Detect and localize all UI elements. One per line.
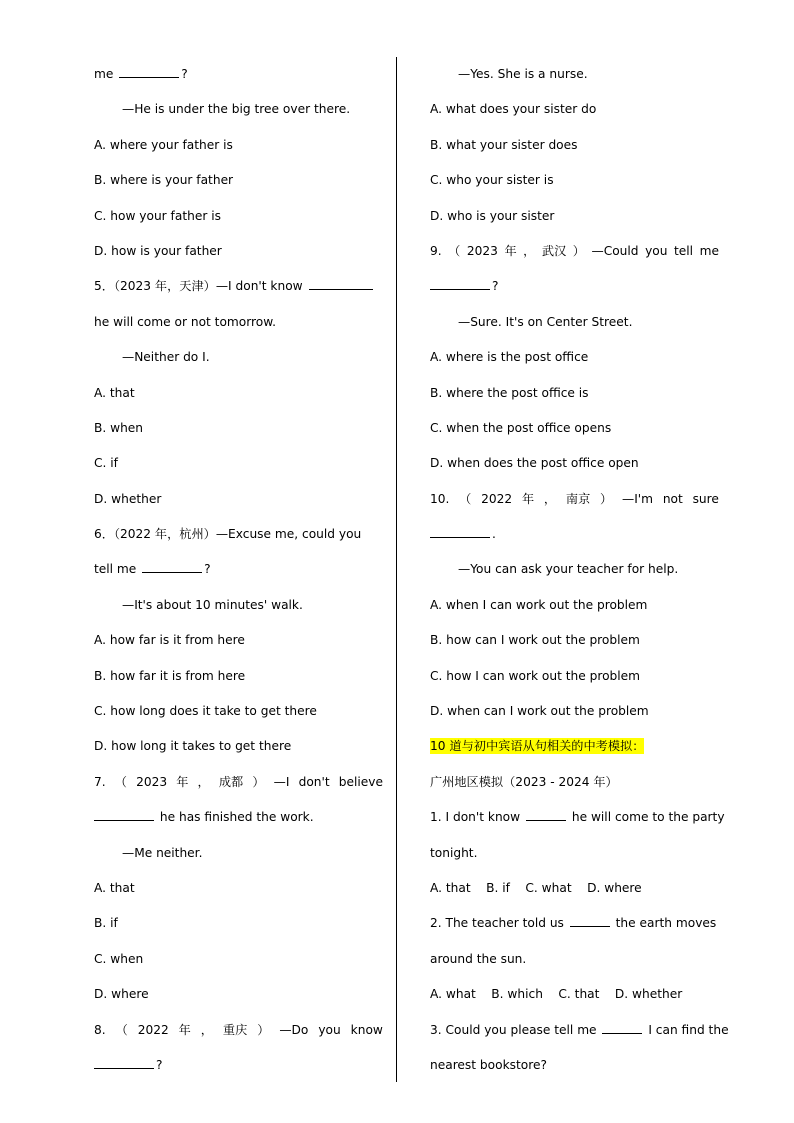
m1-options: A. that B. if C. what D. where [430, 880, 642, 895]
q10-stem: 10. （ 2022 年 ， 南京 ） —I'm not sure [430, 491, 719, 506]
answer-blank [430, 536, 490, 538]
m2-stem-cont: around the sun. [430, 951, 527, 966]
q7-stem: 7. （ 2023 年 ， 成都 ） —I don't believe [94, 774, 383, 789]
q6-stem: 6．（2022 年，杭州）—Excuse me, could you [94, 527, 362, 542]
left-column [94, 57, 383, 1083]
q8-option: C. who your sister is [430, 173, 554, 188]
q8-option: D. who is your sister [430, 208, 555, 223]
q7-option: A. that [94, 880, 135, 895]
highlighted-heading: 10 道与初中宾语从句相关的中考模拟： [430, 739, 645, 754]
q8-stem-cont: ? [94, 1048, 383, 1083]
q5-stem: 5．（2023 年，天津）—I don't know [94, 269, 383, 304]
q9-stem-cont: ? [430, 269, 719, 304]
column-divider [396, 57, 397, 1082]
q10-option: A. when I can work out the problem [430, 597, 648, 612]
q4-option: D. how is your father [94, 243, 222, 258]
q10-option: C. how I can work out the problem [430, 668, 641, 683]
q10-answer: —You can ask your teacher for help. [458, 562, 679, 577]
q6-answer: —It's about 10 minutes' walk. [122, 597, 303, 612]
q8-option: B. what your sister does [430, 137, 578, 152]
q4-option: B. where is your father [94, 173, 234, 188]
q5-option: C. if [94, 456, 118, 471]
q4-option: C. how your father is [94, 208, 221, 223]
answer-blank [94, 819, 154, 821]
q7-option: D. where [94, 987, 149, 1002]
m1-stem-cont: tonight. [430, 845, 478, 860]
q6-option: C. how long does it take to get there [94, 704, 317, 719]
q9-answer: —Sure. It's on Center Street. [458, 314, 633, 329]
m2-stem: 2. The teacher told us the earth moves [430, 916, 717, 931]
m3-stem-cont: nearest bookstore? [430, 1057, 547, 1072]
q8-stem: 8. （ 2022 年 ， 重庆 ） —Do you know [94, 1022, 383, 1037]
section-subheading: 广州地区模拟（2023 - 2024 年） [430, 774, 618, 789]
q9-option: B. where the post office is [430, 385, 589, 400]
answer-blank [142, 571, 202, 573]
q5-stem-cont: he will come or not tomorrow. [94, 314, 276, 329]
q7-option: C. when [94, 951, 144, 966]
q10-option: D. when can I work out the problem [430, 704, 649, 719]
q9-option: D. when does the post office open [430, 456, 639, 471]
q10-stem-cont: . [430, 517, 719, 552]
answer-blank [602, 1032, 642, 1034]
q6-option: D. how long it takes to get there [94, 739, 292, 754]
answer-blank [119, 76, 179, 78]
q4-option: A. where your father is [94, 137, 233, 152]
q5-answer: —Neither do I. [122, 350, 210, 365]
answer-blank [570, 925, 610, 927]
section-heading [430, 729, 719, 764]
q7-stem-cont: he has finished the work. [94, 800, 383, 835]
answer-blank [309, 288, 373, 290]
answer-blank [94, 1067, 154, 1069]
q4-stem-end: me ? [94, 67, 188, 81]
q5-option: A. that [94, 385, 135, 400]
q9-stem: 9. （ 2023 年 ， 武汉 ） —Could you tell me [430, 243, 719, 258]
q7-answer: —Me neither. [122, 845, 203, 860]
q8-answer: —Yes. She is a nurse. [458, 67, 588, 81]
q5-option: D. whether [94, 491, 162, 506]
answer-blank [430, 288, 490, 290]
q9-option: C. when the post office opens [430, 420, 612, 435]
m3-stem: 3. Could you please tell me I can find the [430, 1022, 729, 1037]
q9-option: A. where is the post office [430, 350, 589, 365]
q8-option: A. what does your sister do [430, 102, 597, 117]
q5-option: B. when [94, 420, 144, 435]
m2-options: A. what B. which C. that D. whether [430, 987, 683, 1002]
q10-option: B. how can I work out the problem [430, 633, 640, 648]
q7-option: B. if [94, 916, 118, 931]
q6-option: B. how far it is from here [94, 668, 246, 683]
q6-option: A. how far is it from here [94, 633, 245, 648]
m1-stem: 1. I don't know he will come to the party [430, 810, 725, 825]
q4-answer: —He is under the big tree over there. [122, 102, 351, 117]
q6-stem-cont: tell me ? [94, 562, 211, 577]
answer-blank [526, 819, 566, 821]
right-column [430, 57, 729, 1083]
